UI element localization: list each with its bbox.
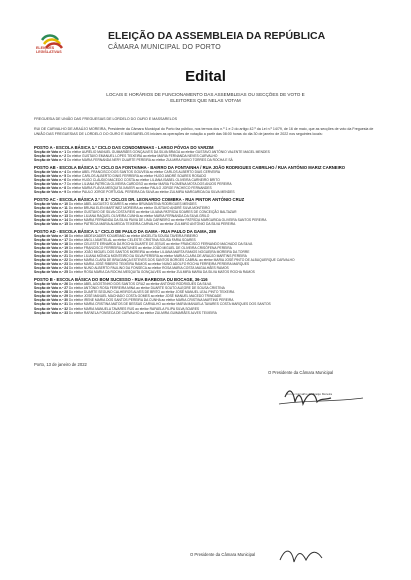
section-number: Secção de Voto n.º 13	[34, 214, 68, 219]
section-range: Do eleitor PAULO JORGE PORTUGAL PEREIRA DA SILVA ao eleitor ZULMIRA MARGARIDA DA SILVA MENDES	[67, 190, 235, 195]
voting-post	[34, 145, 384, 162]
section-range: Do eleitor CELESTE ERNARDA DA ROCHA DUARTE DE JESUS ao eleitor FRANCISCO FERNANDO MACHADO DA SILVA	[68, 242, 253, 247]
footer-label: O Presidente da Câmara Municipal	[190, 552, 256, 557]
post-title: POSTO AD - ESCOLA BÁSICA 1.º CICLO DE PAULO DA GAMA - RUA PAULO DA GAMA, 289	[34, 228, 216, 234]
section-number: Secção de Voto n.º 31	[34, 302, 68, 307]
section-number: Secção de Voto n.º 12	[34, 210, 68, 215]
section-range: Do eleitor ABEL AGOSTINHO DOS SANTOS CRUZ ao eleitor ANTÓNIO RODRIGUES DA SILVA	[68, 282, 212, 287]
section-range: Do eleitor JOÃO MIGUEL DOS SANTOS MOREIRA ao eleitor LILIANA MARTA RAMOS NOGUEIRA MOREIRA DA TORRE	[68, 250, 250, 255]
section-number: Secção de Voto n.º 14	[34, 218, 68, 223]
section-number: Secção de Voto n.º 19	[34, 246, 68, 251]
section-number: Secção de Voto n.º 16	[34, 234, 68, 239]
section-number: Secção de Voto n.º 29	[34, 294, 68, 299]
section-number: Secção de Voto n.º 17	[34, 238, 68, 243]
section-number: Secção de Voto n.º 32	[34, 306, 68, 311]
section-range: Do eleitor ANTÓNIO ROSA FERREIRA MINA ao eleitor DUARTE SOUTO ALEGRE DE SOUSA CRISTINA	[68, 286, 225, 291]
section-range: Do eleitor MARIA JOSÉ RIBEIRO TEIXEIRA RAMOS ao eleitor NUNO ADOLFO ROCHA FERREIRA PEREIRA MARQUES	[68, 262, 250, 267]
section-number: Secção de Voto n.º 20	[34, 250, 68, 255]
section-range: Do eleitor MARIA CRISTINA MATOS DE BESSAS CARVALHO ao eleitor MARIA MANUELA TAVARES COSTA MARQUES DOS SANTOS	[68, 302, 271, 307]
section-number: Secção de Voto n.º 25	[34, 270, 68, 275]
section-range: Do eleitor LILIANA PATRÍCIA OLIVEIRA CARDOSO ao eleitor MARIA FILOMENA MOTA DOS ANJOS PEREIRA	[67, 182, 232, 187]
voting-post	[34, 197, 384, 226]
post-title: POSTO B - ESCOLA BÁSICA DO BOM SUCESSO - RUA BARBOSA DU BOCAGE, 36-116	[34, 277, 208, 283]
section-number: Secção de Voto n.º 22	[34, 258, 68, 263]
section-range: Do eleitor PATRÍCIA MARIA ALMEIDA TEIXEIRA CARVALHO ao eleitor ZULMIRO ANTÓNIO DA SILVA PEREIRA	[68, 222, 236, 227]
section-number: Secção de Voto n.º 27	[34, 286, 68, 291]
voting-post	[34, 229, 384, 275]
section-range: Do eleitor FRANCISCO FERREIRA ANTUNES ao eleitor JOÃO MIGUEL DE OLIVEIRA CRISÓFENA PEREIRA	[68, 246, 232, 251]
section-number: Secção de Voto n.º 26	[34, 282, 68, 287]
voting-section-row	[34, 311, 384, 315]
section-number: Secção de Voto n.º 6	[34, 178, 67, 183]
section-number: Secção de Voto n.º 7	[34, 182, 67, 187]
section-range: Do eleitor ANGLI JAMITELAL ao eleitor CELESTE CRISTINA SOUSA FARIA SOARES	[68, 238, 196, 243]
section-number: Secção de Voto n.º 3	[34, 158, 67, 163]
section-number: Secção de Voto n.º 5	[34, 174, 67, 179]
section-number: Secção de Voto n.º 1	[34, 150, 67, 155]
footer-signature-icon	[272, 540, 342, 570]
voting-section-row	[34, 190, 384, 194]
section-range: Do eleitor IRENE MARIA DOS SANTOS PEREIRA DA CUNHA ao eleitor MARIA CRISTINA MARTINS PEREIRA	[68, 298, 234, 303]
section-number: Secção de Voto n.º 30	[34, 298, 68, 303]
section-range: Do eleitor ABEL FRANCISCO DOS SANTOS GOUVEIA ao eleitor CARLOS ALBERTO DIAS CERVEIRA	[67, 170, 221, 175]
section-range: Do eleitor NUNO ALBERTO PAULINO DA FONSECA ao eleitor ROSA MARIA COSTA MAGALHÃES RAMOS	[68, 266, 229, 271]
section-number: Secção de Voto n.º 33	[34, 310, 68, 315]
section-range: Do eleitor MARIA MANUELA TAVARES RUS ao eleitor RAFAELA FILIPA SILVA SOARES	[68, 306, 200, 311]
voting-section-row	[34, 270, 384, 274]
section-range: Do eleitor ABEL AUGUSTO SOARES ao eleitor BRUMANTINA RODRIGUES MENDES	[68, 202, 197, 207]
signature-name: Rui de Carvalho de Araújo Moreira	[286, 392, 333, 396]
section-number: Secção de Voto n.º 21	[34, 254, 68, 259]
section-number: Secção de Voto n.º 15	[34, 222, 68, 227]
section-number: Secção de Voto n.º 4	[34, 170, 67, 175]
document-date: Porto, 13 de janeiro de 2022	[34, 362, 87, 367]
section-number: Secção de Voto n.º 23	[34, 262, 68, 267]
section-range: Do eleitor MARIA CLARA DE BRAGANÇA ESTEVES DOS SANTOS BORGES CABRAL ao eleitor MARIA JOSÉ PINTO DE ALBUQUERQUE CARVALHO	[68, 258, 295, 263]
section-range: Do eleitor LILIANA RAQUEL OLIVEIRA CUNHA ao eleitor MARIA FERNANDA DA SILVA GRILO	[68, 214, 210, 219]
header-subtitle: CÂMARA MUNICIPAL DO PORTO	[108, 44, 221, 51]
section-number: Secção de Voto n.º 2	[34, 154, 67, 159]
section-range: Do eleitor DUARTE SEGUNO CALHEIROS ALVES DE BRITO ao eleitor JOSÉ MANUEL LEAL PINTO TEIXEIRA	[68, 290, 235, 295]
signature-label: O Presidente da Câmara Municipal	[268, 370, 334, 375]
section-range: Do eleitor AURÉLIO MANUEL GUIMARÃES GONÇALVES DA SILVA BRAGA ao eleitor GUSTAVO ANTÓNIO VALENTE MAGEL MENDES	[67, 150, 270, 155]
voting-post	[34, 277, 384, 315]
header-title: ELEIÇÃO DA ASSEMBLEIA DA REPÚBLICA	[108, 30, 326, 42]
section-number: Secção de Voto n.º 11	[34, 206, 68, 211]
post-title: POSTO AC - ESCOLA BÁSICA 2.º E 3.º CICLOS DR. LEONARDO COIMBRA - RUA PINTOR ANTÓNIO CRUZ	[34, 196, 245, 202]
section-number: Secção de Voto n.º 8	[34, 186, 67, 191]
section-number: Secção de Voto n.º 9	[34, 190, 67, 195]
section-range: Do eleitor HUGO CLÁUDIO MACEDO COSTA ao eleitor LILIANA ISABEL OLIVEIRA CARNEIRO BRITO	[67, 178, 220, 183]
document-subtitle: LOCAIS E HORÁRIOS DE FUNCIONAMENTO DAS ASSEMBLEIAS OU SECÇÕES DE VOTO E ELEITORES QUE NELAS VOTAM	[106, 92, 305, 103]
section-range: Do eleitor ABDELKADER KOLMEMAD ao eleitor ANGELITA SOUSA TAVEIRA RIBEIRO	[68, 234, 198, 239]
voting-section-row	[34, 222, 384, 226]
section-range: Do eleitor JOSÉ MANUEL MACHADO COSTA GOMES ao eleitor JOSÉ MANUEL MACEDO TRINDADE	[68, 294, 222, 299]
section-range: Do eleitor MARIA FERNANDA DA SILVA PAIVA DE LIMA CARNEIRO ao eleitor PATRÍCIA MARGARIDA OLIVEIRA SANTOS PEREIRA	[68, 218, 267, 223]
section-range: Do eleitor GUSTAVO EMANUEL LOPES TEIXEIRA ao eleitor MARIA FERNANDA NEVES CARVALHO	[67, 154, 218, 159]
freguesia-line: FREGUESIA DE UNIÃO DAS FREGUESIAS DE LORDELO DO OURO E MASSARELOS	[34, 117, 177, 121]
section-number: Secção de Voto n.º 28	[34, 290, 68, 295]
section-number: Secção de Voto n.º 18	[34, 242, 68, 247]
section-range: Do eleitor LILIANA MÓNICA MONTEIRO DA SILVA PEREIRA ao eleitor MARIA CLARA DE ARAÚJO MARTINS PEREIRA	[68, 254, 247, 259]
section-range: Do eleitor MARIA FERNANDA NERY DUARTE PEREIRA ao eleitor ZULMIRA RUIVO TORRES DA ROCHA E SÁ	[67, 158, 233, 163]
section-range: Do eleitor ROSA MARIA DA ROCHA MESQUITA GONÇALVES ao eleitor ZULMIRA MARIA DA SILVA MATOS ROCHA RAMOS	[68, 270, 255, 275]
post-title: POSTO AB - ESCOLA BÁSICA 1.º CICLO DA FONTAINHA - BAIRRO DA FONTAINHA / RUA JOÃO RODRIGUES CABRILHO / RUA ANTÓNIO MARIZ CARNEIRO	[34, 164, 346, 170]
section-range: Do eleitor GUSTAVO DE SILVA COSTA REIS ao eleitor LILIANA PATRÍCIA SOARES DE CONCEIÇÃO BALTAZAR	[68, 210, 237, 215]
document-title: Edital	[185, 68, 226, 85]
section-range: Do eleitor BRUNA ELEN MARTINEZ MOREIRA ao eleitor GUSTAVO ANDRÉ SILVA MONTEIRO	[68, 206, 210, 211]
section-number: Secção de Voto n.º 24	[34, 266, 68, 271]
voting-post	[34, 165, 384, 194]
logo-text: ELEIÇÕES LEGISLATIVAS	[36, 46, 62, 54]
post-title: POSTO A - ESCOLA BÁSICA 1.º CICLO DAS CONDOMINHAS - LARGO PÓVOA DO VARZIM	[34, 145, 214, 150]
section-range: Do eleitor RAFAELA FONSECA DE CARVALHO ao eleitor ZULMIRA GUIMARÃES ALVES TEIXEIRA	[68, 310, 217, 315]
section-range: Do eleitor CARLOS ALBERTO DINIS FERREIRA ao eleitor HUGO ANDRÉ SOARES ROSADO	[67, 174, 207, 179]
section-range: Do eleitor MARIA FLÁVIA MESQUITA XAVIER ao eleitor PAULO JORGE PACHECO FERNANDES	[67, 186, 212, 191]
section-number: Secção de Voto n.º 10	[34, 202, 68, 207]
intro-paragraph: RUI DE CARVALHO DE ARAÚJO MOREIRA, Presidente da Câmara Municipal do Porto faz público, nos termos dos n.º 1 e 2 do artigo 42.º da Lei n.º 14/79, de 16 de maio, que as secções de voto da Freguesia de UNIÃO DAS FREGUESIAS DE LORDELO DO OURO E MASSARELOS iniciam as operações de votação a partir das 08:00 horas do dia 30 de janeiro de 2022 nos seguintes locais:	[34, 127, 374, 136]
voting-section-row	[34, 158, 384, 162]
